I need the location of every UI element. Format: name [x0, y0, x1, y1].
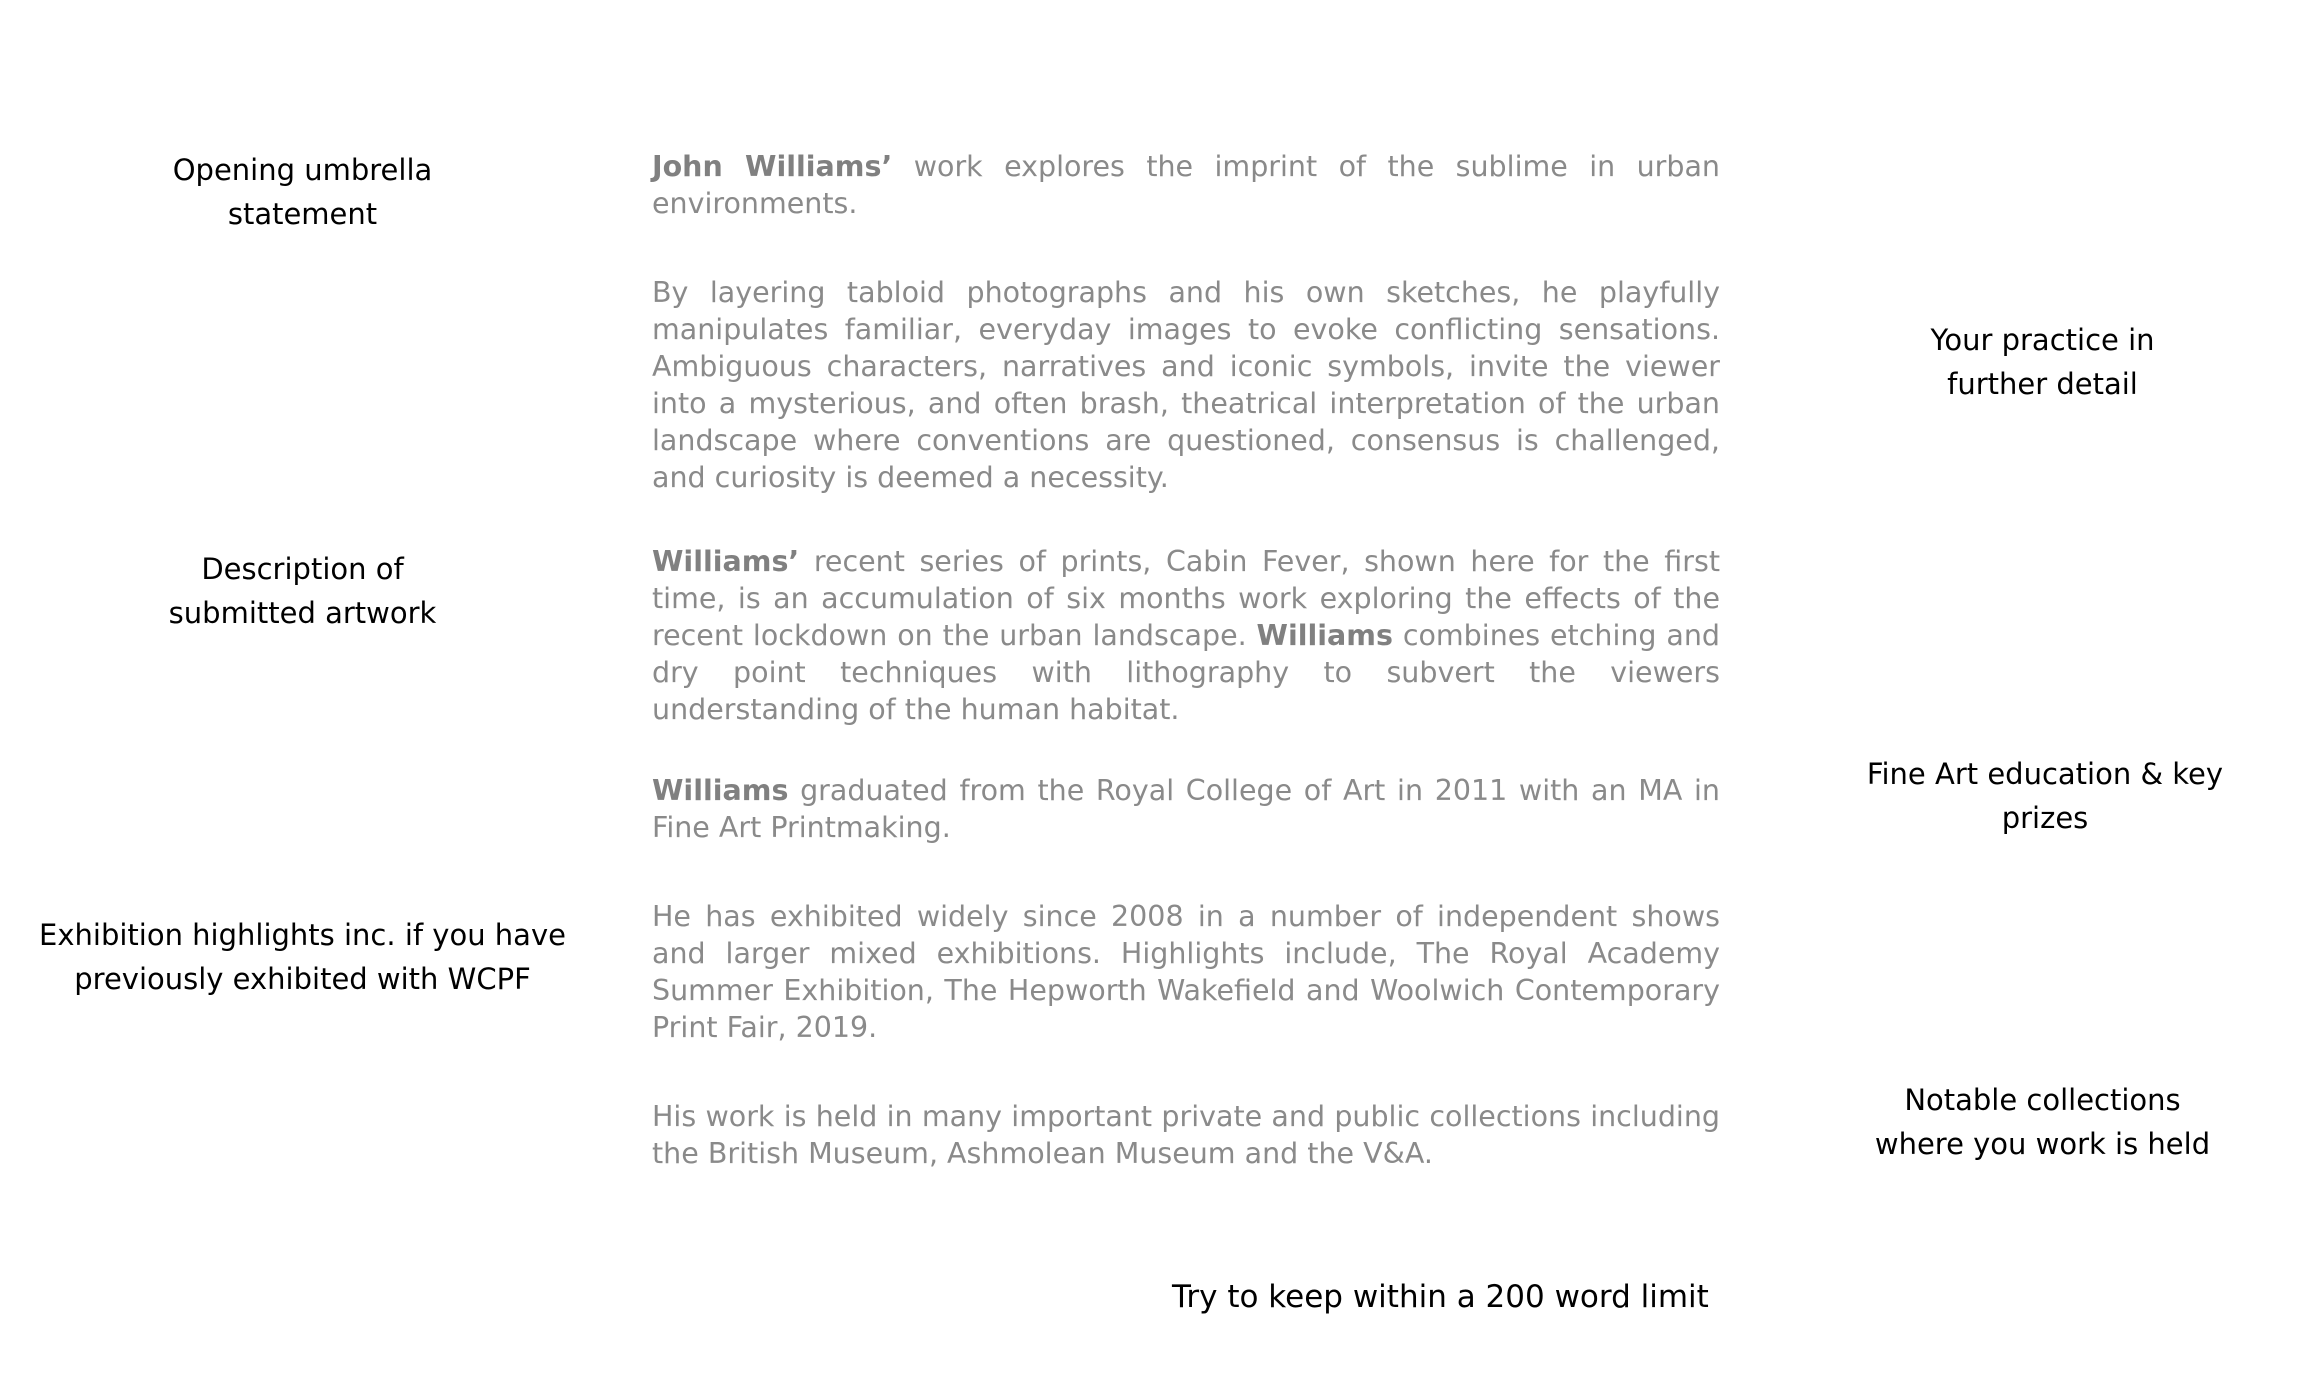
annotation-education-prizes: Fine Art education & key prizes	[1866, 757, 2224, 835]
bio-text: combines etching and dry point techniques with lithography to subvert the viewers understanding of the human habitat.	[652, 619, 1720, 726]
annotation-exhibition-highlights: Exhibition highlights inc. if you have previously exhibited with WCPF	[39, 918, 566, 996]
bio-paragraph-practice	[652, 274, 1720, 496]
bio-text: His work is held in many important private and public collections including the British Museum, Ashmolean Museum and the V&A.	[652, 1100, 1720, 1170]
artist-name: Williams	[1256, 619, 1393, 652]
annotation-notable-collections: Notable collections where you work is held	[1874, 1083, 2211, 1161]
bio-paragraph-collections	[652, 1098, 1720, 1172]
bio-paragraph-exhibitions	[652, 898, 1720, 1046]
bio-paragraph-artwork	[652, 543, 1720, 728]
bio-paragraph-education	[652, 772, 1720, 846]
bio-text: recent series of prints, Cabin Fever, shown here for the first time, is an accumulation of six months work exploring the effects of the recent lockdown on the urban landscape.	[652, 545, 1720, 652]
artist-name: Williams	[652, 774, 789, 807]
bio-text: He has exhibited widely since 2008 in a number of independent shows and larger mixed exhibitions. Highlights include, The Royal Academy Summer Exhibition, The Hepworth Wakefield and Woolwich Contemporary Print Fair, 2019.	[652, 900, 1720, 1044]
annotation-opening-statement: Opening umbrella statement	[172, 153, 433, 231]
bio-text: work explores the imprint of the sublime in urban environments.	[652, 150, 1720, 220]
artist-name: Williams’	[652, 545, 800, 578]
bio-text: By layering tabloid photographs and his own sketches, he playfully manipulates familiar, everyday images to evoke conflicting sensations. Ambiguous characters, narratives and iconic symbols, invite the viewer into a mysterious, and often brash, theatrical interpretation of the urban landscape where conventions are questioned, consensus is challenged, and curiosity is deemed a necessity.	[652, 276, 1720, 494]
annotation-practice-detail: Your practice in further detail	[1930, 323, 2155, 401]
bio-text: graduated from the Royal College of Art in 2011 with an MA in Fine Art Printmaking.	[652, 774, 1720, 844]
artist-name: John Williams’	[652, 150, 893, 183]
bio-paragraph-opening	[652, 148, 1720, 222]
annotation-artwork-description: Description of submitted artwork	[168, 552, 437, 630]
word-limit-note: Try to keep within a 200 word limit	[1172, 1279, 1709, 1315]
